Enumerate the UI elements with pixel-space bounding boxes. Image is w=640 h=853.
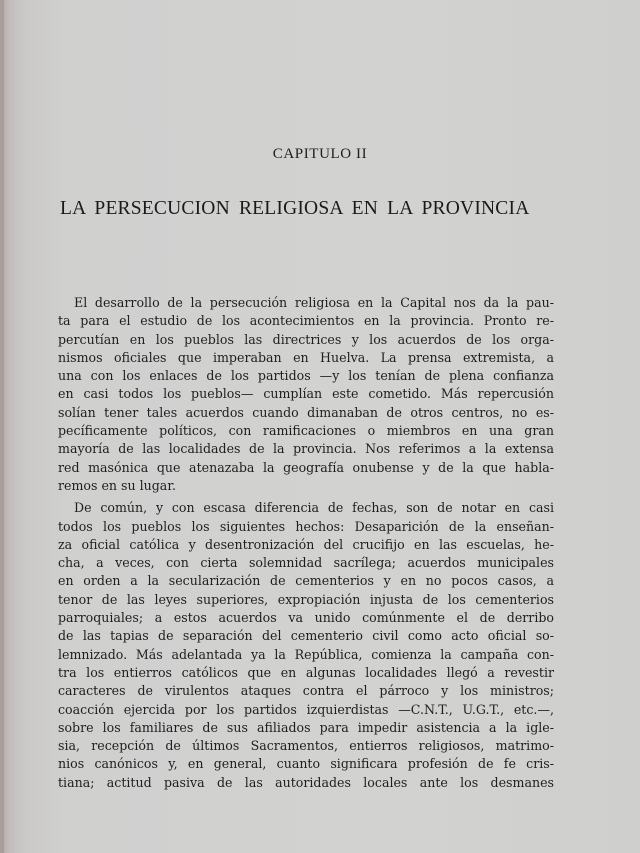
text-line: remos en su lugar.: [58, 477, 176, 493]
paragraph-2: [58, 499, 554, 792]
text-line: tra los entierros católicos que en algunas localidades llegó a revestir: [58, 664, 554, 680]
body-text: [58, 294, 554, 792]
chapter-title: LA PERSECUCION RELIGIOSA EN LA PROVINCIA: [60, 198, 530, 219]
page-gutter-edge: [0, 0, 4, 853]
text-line: lemnizado. Más adelantada ya la República, comienza la campaña con-: [58, 646, 554, 662]
text-line: una con los enlaces de los partidos —y los tenían de plena confianza: [58, 368, 554, 384]
text-line: percutían en los pueblos las directrices y los acuerdos de los orga-: [58, 331, 554, 347]
text-line: tenor de las leyes superiores, expropiación injusta de los cementerios: [58, 591, 554, 607]
paragraph-1: [58, 294, 554, 495]
text-line: parroquiales; a estos acuerdos va unido comúnmente el de derribo: [58, 610, 554, 626]
text-line: za oficial católica y desentronización del crucifijo en las escuelas, he-: [58, 536, 554, 552]
text-line: todos los pueblos los siguientes hechos: Desaparición de la enseñan-: [58, 518, 554, 534]
text-line: sobre los familiares de sus afiliados para impedir asistencia a la igle-: [58, 719, 554, 735]
chapter-number: CAPITULO II: [272, 146, 368, 162]
text-line: El desarrollo de la persecución religiosa en la Capital nos da la pau-: [74, 295, 554, 310]
text-line: mayoría de las localidades de la provincia. Nos referimos a la extensa: [58, 441, 554, 457]
text-line: coacción ejercida por los partidos izquierdistas —C.N.T., U.G.T., etc.—,: [58, 701, 554, 717]
text-line: cha, a veces, con cierta solemnidad sacrílega; acuerdos municipales: [58, 555, 554, 571]
text-line: tiana; actitud pasiva de las autoridades locales ante los desmanes: [58, 774, 554, 790]
text-line: nios canónicos y, en general, cuanto significara profesión de fe cris-: [58, 756, 554, 772]
text-line: en casi todos los pueblos— cumplían este cometido. Más repercusión: [58, 386, 554, 402]
text-line: nismos oficiales que imperaban en Huelva. La prensa extremista, a: [58, 349, 554, 365]
text-line: solían tener tales acuerdos cuando dimanaban de otros centros, no es-: [58, 404, 554, 420]
text-line: de las tapias de separación del cementerio civil como acto oficial so-: [58, 628, 554, 644]
text-line: sia, recepción de últimos Sacramentos, entierros religiosos, matrimo-: [58, 738, 554, 754]
text-line: caracteres de virulentos ataques contra el párroco y los ministros;: [58, 683, 554, 699]
text-line: pecíficamente políticos, con ramificaciones o miembros en una gran: [58, 423, 554, 439]
text-line: De común, y con escasa diferencia de fechas, son de notar en casi: [74, 500, 554, 516]
text-line: red masónica que atenazaba la geografía onubense y de la que habla-: [58, 459, 554, 475]
text-line: ta para el estudio de los acontecimientos en la provincia. Pronto re-: [58, 313, 554, 329]
text-line: en orden a la secularización de cementerios y en no pocos casos, a: [58, 573, 554, 589]
